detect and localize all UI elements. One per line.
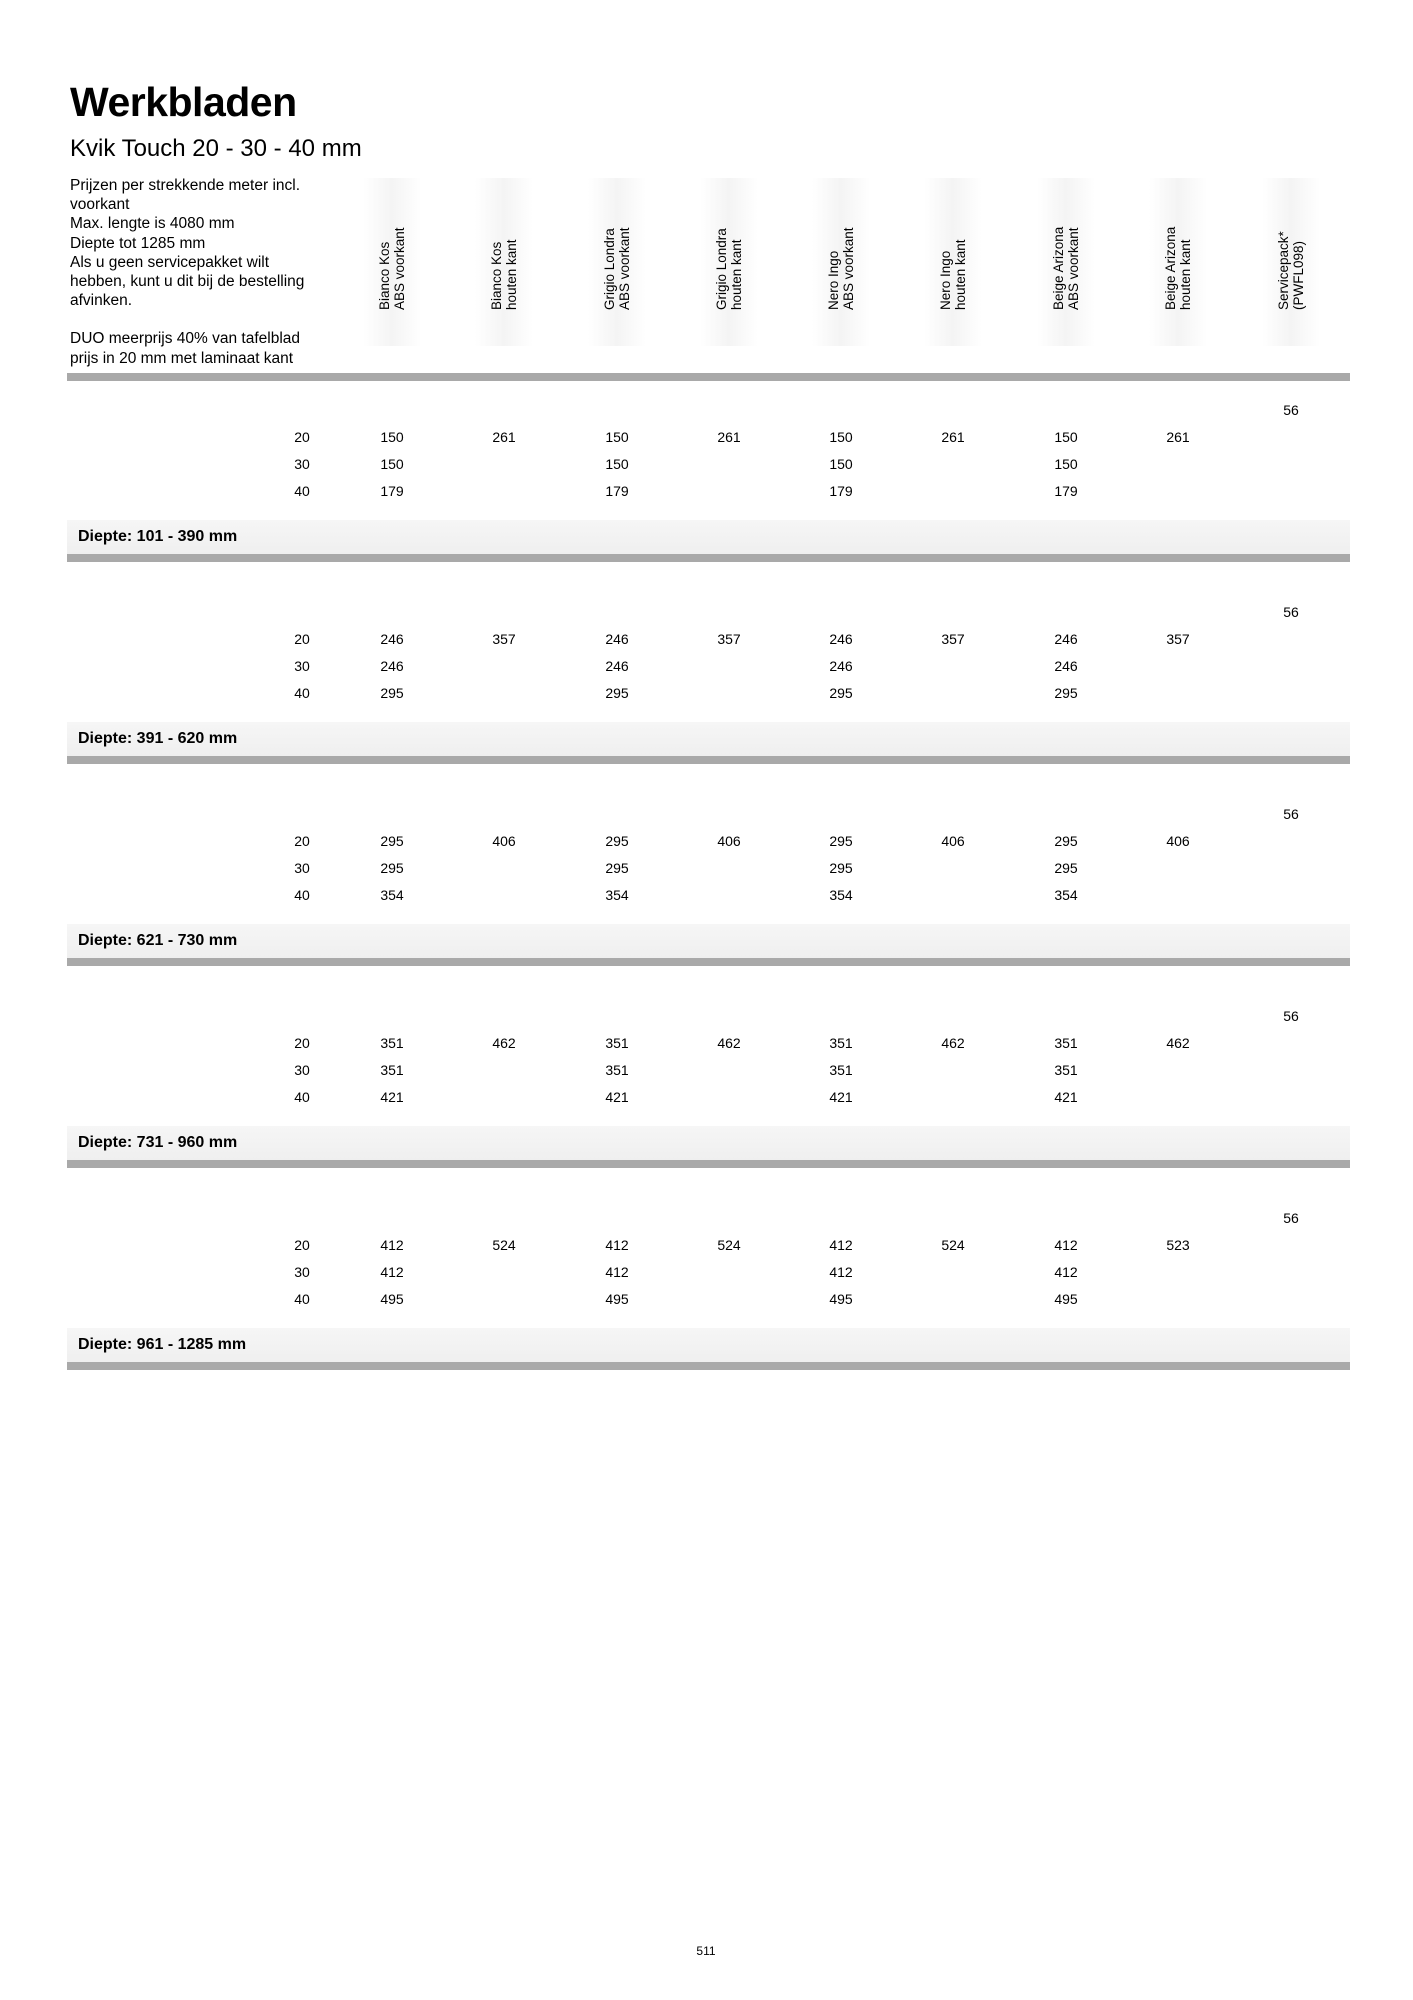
price-cell: 351 [1054,1035,1078,1051]
price-cell: 462 [1166,1035,1190,1051]
price-cell: 354 [1054,887,1078,903]
price-cell: 406 [717,833,741,849]
page-number: 511 [696,1944,716,1958]
thickness-cell: 40 [294,1291,310,1307]
price-cell: 295 [1054,833,1078,849]
table-row [0,429,1413,449]
price-cell: 246 [1054,658,1078,674]
price-cell: 524 [717,1237,741,1253]
price-cell: 412 [605,1264,629,1280]
price-cell: 150 [1054,429,1078,445]
price-cell: 351 [380,1035,404,1051]
column-header-line: ABS voorkant [617,227,632,310]
price-cell: 351 [605,1035,629,1051]
depth-band [67,1328,1350,1362]
price-cell: 295 [380,833,404,849]
price-cell: 412 [1054,1237,1078,1253]
price-cell: 246 [829,658,853,674]
price-cell: 357 [941,631,965,647]
price-cell: 523 [1166,1237,1190,1253]
column-header-line: ABS voorkant [841,227,856,310]
price-cell: 295 [605,685,629,701]
thickness-cell: 40 [294,1089,310,1105]
column-header [475,178,533,346]
duo-note-line: DUO meerprijs 40% van tafelblad [70,330,301,348]
column-header-line: Servicepack* [1276,231,1291,310]
price-cell: 246 [605,658,629,674]
depth-label: Diepte: 621 - 730 mm [78,932,238,949]
thickness-cell: 20 [294,429,310,445]
price-cell: 246 [380,658,404,674]
price-cell: 150 [380,429,404,445]
price-cell: 295 [380,685,404,701]
column-header-line: Grigio Londra [714,228,729,310]
price-cell: 412 [380,1264,404,1280]
thickness-cell: 20 [294,1237,310,1253]
servicepack-price: 56 [1283,402,1299,418]
notes-line: Als u geen servicepakket wilt [70,253,270,271]
price-cell: 150 [605,456,629,472]
column-header-label [377,190,407,310]
price-cell: 354 [829,887,853,903]
table-row [0,1062,1413,1082]
price-cell: 351 [1054,1062,1078,1078]
table-row [0,1089,1413,1109]
column-header [924,178,982,346]
depth-band [67,520,1350,554]
price-cell: 412 [829,1264,853,1280]
servicepack-price: 56 [1283,1210,1299,1226]
section-divider [67,756,1350,764]
table-row [0,860,1413,880]
price-cell: 150 [605,429,629,445]
price-cell: 351 [829,1035,853,1051]
price-cell: 357 [492,631,516,647]
column-header-line: houten kant [953,239,968,310]
depth-band [67,924,1350,958]
table-row [0,631,1413,651]
price-cell: 354 [380,887,404,903]
price-cell: 495 [1054,1291,1078,1307]
price-cell: 150 [380,456,404,472]
column-header-line: houten kant [1178,239,1193,310]
column-header-line: Nero Ingo [938,250,953,310]
table-row [0,658,1413,678]
price-cell: 179 [605,483,629,499]
table-row [0,1264,1413,1284]
price-cell: 412 [380,1237,404,1253]
column-header-line: ABS voorkant [1066,227,1081,310]
price-cell: 246 [605,631,629,647]
thickness-cell: 30 [294,658,310,674]
price-cell: 295 [380,860,404,876]
notes-line: afvinken. [70,292,133,310]
column-header-line: Nero Ingo [826,250,841,310]
header-divider [67,373,1350,381]
notes-block [70,176,370,368]
price-cell: 261 [492,429,516,445]
thickness-cell: 30 [294,1062,310,1078]
price-cell: 295 [605,860,629,876]
price-cell: 246 [1054,631,1078,647]
price-cell: 150 [829,429,853,445]
servicepack-price: 56 [1283,1008,1299,1024]
price-cell: 295 [829,685,853,701]
thickness-cell: 30 [294,456,310,472]
price-cell: 357 [717,631,741,647]
table-row [0,456,1413,476]
price-cell: 295 [829,833,853,849]
depth-label: Diepte: 731 - 960 mm [78,1134,238,1151]
table-row [0,1035,1413,1055]
notes-line: Max. lengte is 4080 mm [70,215,235,233]
column-header-line: Grigio Londra [602,228,617,310]
column-header-label [714,190,744,310]
price-cell: 295 [1054,860,1078,876]
column-header-line: Bianco Kos [377,241,392,310]
depth-label: Diepte: 101 - 390 mm [78,528,238,545]
price-cell: 246 [829,631,853,647]
column-header [588,178,646,346]
price-cell: 412 [605,1237,629,1253]
price-cell: 295 [1054,685,1078,701]
depth-band [67,1126,1350,1160]
price-cell: 351 [605,1062,629,1078]
price-cell: 351 [829,1062,853,1078]
thickness-cell: 30 [294,1264,310,1280]
thickness-cell: 20 [294,833,310,849]
price-cell: 495 [380,1291,404,1307]
price-cell: 495 [829,1291,853,1307]
section-divider [67,554,1350,562]
notes-line: voorkant [70,196,130,214]
servicepack-price: 56 [1283,604,1299,620]
column-header-label [1163,190,1193,310]
price-cell: 179 [829,483,853,499]
thickness-cell: 20 [294,1035,310,1051]
column-header [812,178,870,346]
section-divider [67,958,1350,966]
column-header-line: ABS voorkant [392,227,407,310]
column-header-label [489,190,519,310]
price-cell: 524 [492,1237,516,1253]
column-header-line: (PWFL098) [1291,240,1306,310]
price-cell: 421 [829,1089,853,1105]
depth-label: Diepte: 961 - 1285 mm [78,1336,247,1353]
price-cell: 150 [829,456,853,472]
price-cell: 462 [941,1035,965,1051]
price-cell: 295 [829,860,853,876]
price-cell: 462 [717,1035,741,1051]
column-header-line: Beige Arizona [1163,226,1178,310]
table-row [0,833,1413,853]
column-header [1149,178,1207,346]
column-header [363,178,421,346]
price-cell: 261 [941,429,965,445]
price-cell: 412 [1054,1264,1078,1280]
notes-spacer [70,310,370,329]
column-header-label [1051,190,1081,310]
column-header [1037,178,1095,346]
price-cell: 150 [1054,456,1078,472]
thickness-cell: 30 [294,860,310,876]
thickness-cell: 40 [294,887,310,903]
column-header [1262,178,1320,346]
notes-line: Diepte tot 1285 mm [70,234,206,252]
column-header-line: houten kant [729,239,744,310]
thickness-cell: 20 [294,631,310,647]
table-row [0,1291,1413,1311]
column-header-label [602,190,632,310]
depth-label: Diepte: 391 - 620 mm [78,730,238,747]
column-header-label [1276,190,1306,310]
page-title: Werkbladen [70,79,297,125]
price-cell: 406 [1166,833,1190,849]
price-cell: 295 [605,833,629,849]
price-cell: 495 [605,1291,629,1307]
section-divider [67,1160,1350,1168]
column-header-line: houten kant [504,239,519,310]
page-subtitle: Kvik Touch 20 - 30 - 40 mm [70,135,362,162]
price-cell: 406 [492,833,516,849]
column-header-label [826,190,856,310]
price-cell: 179 [1054,483,1078,499]
notes-line: hebben, kunt u dit bij de bestelling [70,273,305,291]
duo-note-line: prijs in 20 mm met laminaat kant [70,349,294,367]
price-cell: 246 [380,631,404,647]
column-header-line: Bianco Kos [489,241,504,310]
price-cell: 351 [380,1062,404,1078]
price-cell: 261 [1166,429,1190,445]
price-cell: 421 [605,1089,629,1105]
price-cell: 357 [1166,631,1190,647]
price-cell: 354 [605,887,629,903]
price-cell: 179 [380,483,404,499]
price-cell: 261 [717,429,741,445]
thickness-cell: 40 [294,685,310,701]
price-cell: 421 [1054,1089,1078,1105]
price-cell: 412 [829,1237,853,1253]
depth-band [67,722,1350,756]
thickness-cell: 40 [294,483,310,499]
servicepack-price: 56 [1283,806,1299,822]
table-row [0,483,1413,503]
column-header-label [938,190,968,310]
price-cell: 421 [380,1089,404,1105]
price-cell: 462 [492,1035,516,1051]
table-row [0,1237,1413,1257]
table-row [0,685,1413,705]
table-row [0,887,1413,907]
column-header-line: Beige Arizona [1051,226,1066,310]
price-cell: 406 [941,833,965,849]
price-cell: 524 [941,1237,965,1253]
column-header [700,178,758,346]
notes-line: Prijzen per strekkende meter incl. [70,177,301,194]
section-divider [67,1362,1350,1370]
